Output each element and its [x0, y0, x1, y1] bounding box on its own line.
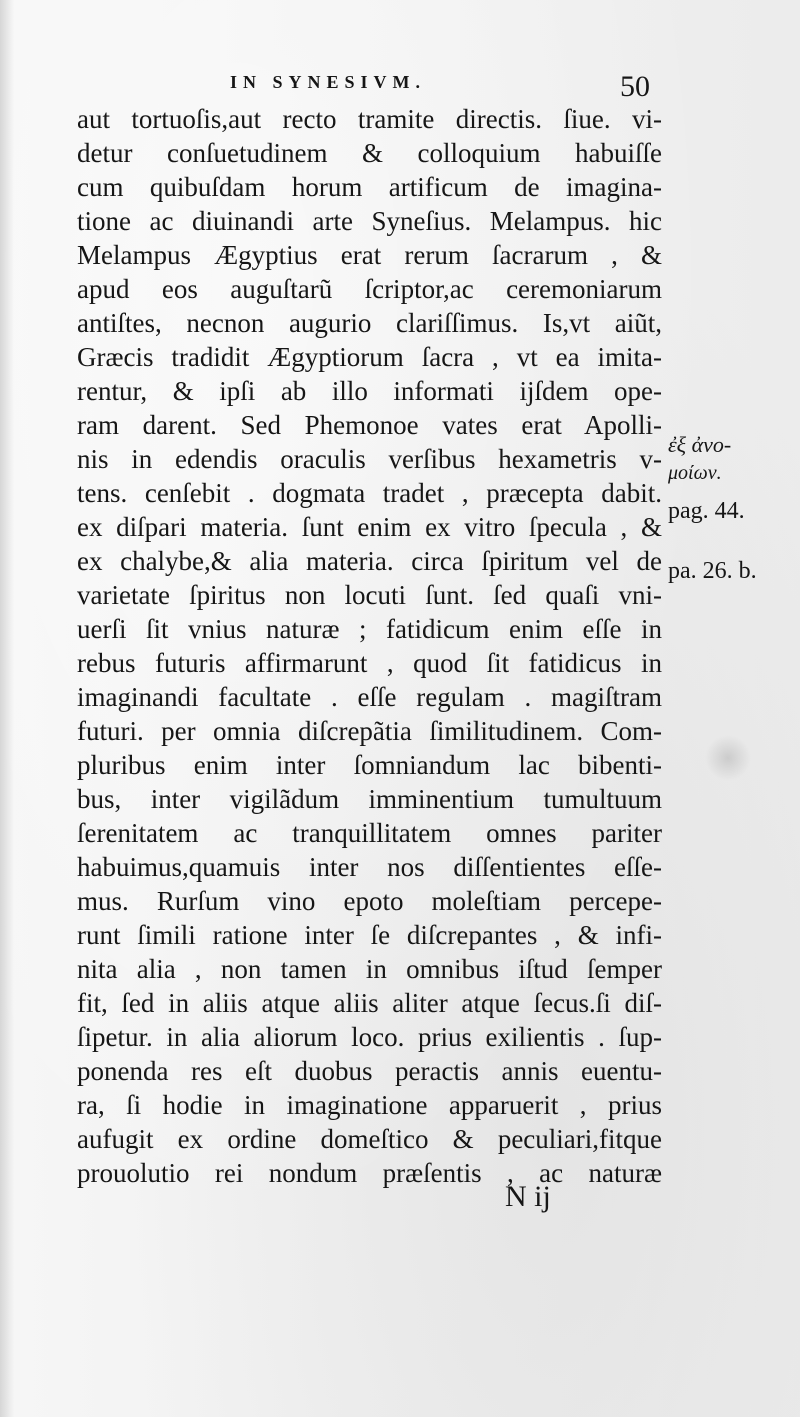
- text-line: ex chalybe,& alia materia. circa ſpiritum vel de: [77, 546, 662, 576]
- text-line: ſerenitatem ac tranquillitatem omnes pariter: [77, 818, 662, 848]
- body-text: [77, 102, 662, 1190]
- text-line: Melampus Ægyptius erat rerum ſacrarum , &: [77, 240, 662, 270]
- text-line: uerſi ſit vnius naturæ ; fatidicum enim eſſe in: [77, 614, 662, 644]
- text-line: ſipetur. in alia aliorum loco. prius exilientis . ſup-: [77, 1022, 662, 1052]
- text-line: rentur, & ipſi ab illo informati ijſdem ope-: [77, 376, 662, 406]
- text-line: detur conſuetudinem & colloquium habuiſſe: [77, 138, 662, 168]
- paper-stain: [705, 735, 751, 781]
- signature-mark: N ij: [505, 1180, 551, 1213]
- marginal-note: ἐξ ἀνο-: [668, 432, 732, 457]
- text-line: ram darent. Sed Phemonoe vates erat Apolli-: [77, 410, 662, 440]
- text-line: ponenda res eſt duobus peractis annis euentu-: [77, 1056, 662, 1086]
- text-line: nis in edendis oraculis verſibus hexametris v-: [77, 444, 662, 474]
- text-line: aufugit ex ordine domeſtico & peculiari,fitque: [77, 1124, 662, 1154]
- page-number: 50: [620, 70, 650, 103]
- marginal-reference: pag. 44.: [668, 498, 745, 524]
- gutter-shadow: [0, 0, 14, 1417]
- text-line: tione ac diuinandi arte Syneſius. Melampus. hic: [77, 206, 662, 236]
- text-line: imaginandi facultate . eſſe regulam . magiſtram: [77, 682, 662, 712]
- text-line: pluribus enim inter ſomniandum lac bibenti-: [77, 750, 662, 780]
- text-line: rebus futuris affirmarunt , quod ſit fatidicus in: [77, 648, 662, 678]
- text-line: ra, ſi hodie in imaginatione apparuerit , prius: [77, 1090, 662, 1120]
- marginal-note: μοίων.: [668, 462, 722, 484]
- text-line: apud eos auguſtarũ ſcriptor,ac ceremoniarum: [77, 274, 662, 304]
- marginal-reference: pa. 26. b.: [668, 558, 757, 584]
- text-line: runt ſimili ratione inter ſe diſcrepantes , & infi-: [77, 920, 662, 950]
- text-line: mus. Rurſum vino epoto moleſtiam percepe-: [77, 886, 662, 916]
- text-line: nita alia , non tamen in omnibus iſtud ſemper: [77, 954, 662, 984]
- text-line: bus, inter vigilãdum imminentium tumultuum: [77, 784, 662, 814]
- running-head: IN SYNESIVM.: [230, 72, 427, 92]
- text-line: prouolutio rei nondum præſentis , ac naturæ: [77, 1158, 662, 1188]
- text-line: ex diſpari materia. ſunt enim ex vitro ſpecula , &: [77, 512, 662, 542]
- text-line: futuri. per omnia diſcrepãtia ſimilitudinem. Com-: [77, 716, 662, 746]
- text-line: varietate ſpiritus non locuti ſunt. ſed quaſi vni-: [77, 580, 662, 610]
- text-line: aut tortuoſis,aut recto tramite directis. ſiue. vi-: [77, 104, 662, 134]
- text-line: antiſtes, necnon augurio clariſſimus. Is,vt aiũt,: [77, 308, 662, 338]
- text-line: tens. cenſebit . dogmata tradet , præcepta dabit.: [77, 478, 662, 508]
- text-line: habuimus,quamuis inter nos diſſentientes eſſe-: [77, 852, 662, 882]
- text-line: fit, ſed in aliis atque aliis aliter atque ſecus.ſi diſ-: [77, 988, 662, 1018]
- text-line: Græcis tradidit Ægyptiorum ſacra , vt ea imita-: [77, 342, 662, 372]
- text-line: cum quibuſdam horum artificum de imagina-: [77, 172, 662, 202]
